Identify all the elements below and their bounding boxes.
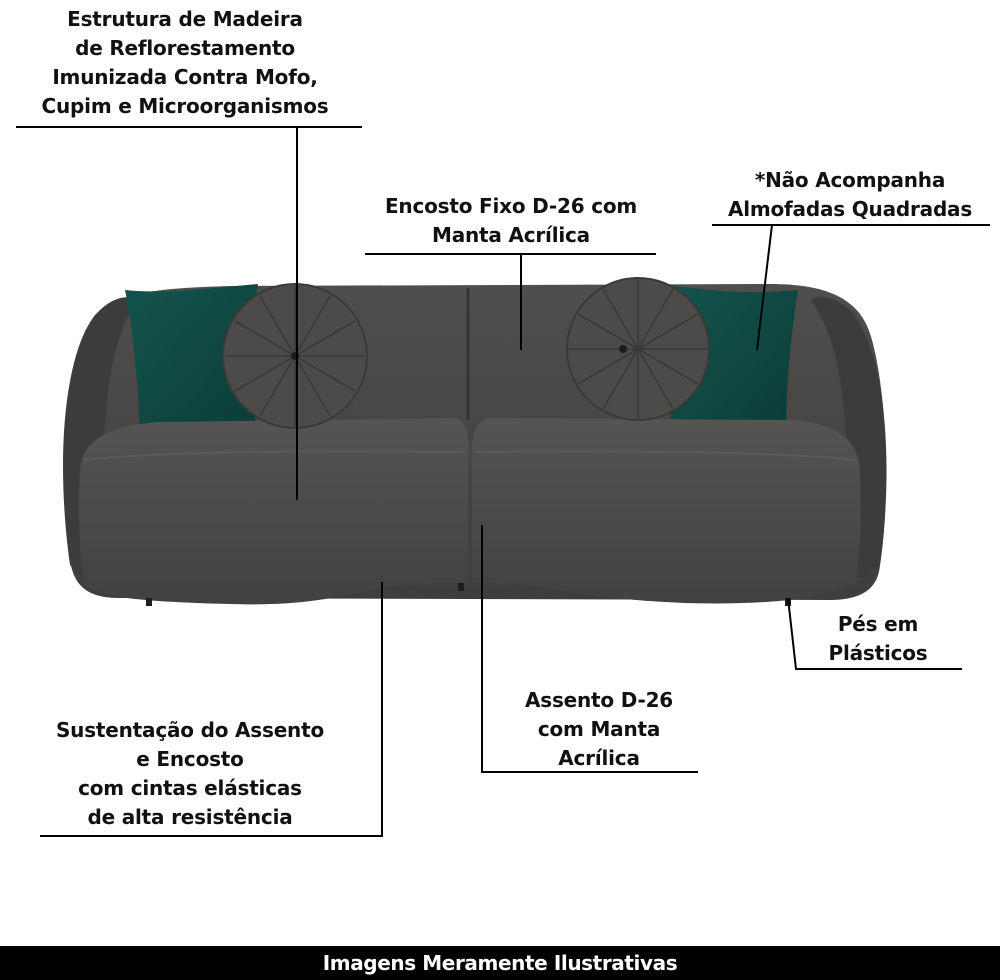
foot-left: [146, 598, 152, 606]
callout-almofadas-line: Almofadas Quadradas: [727, 197, 973, 221]
callout-estrutura-line: Estrutura de Madeira: [67, 7, 303, 31]
callout-encosto-line: Manta Acrílica: [432, 223, 590, 247]
callout-estrutura-line: de Reflorestamento: [75, 36, 295, 60]
callout-encosto: [362, 192, 660, 250]
callout-assento-line: Assento D-26: [524, 688, 674, 712]
round-pillow-left: [223, 284, 367, 428]
round-pillow-right: [567, 278, 709, 420]
callout-estrutura-line: Cupim e Microorganismos: [41, 94, 329, 118]
seat-cushion-right: [472, 418, 861, 603]
callout-sustentacao-line: e Encosto: [136, 747, 244, 771]
callout-sustentacao-line: com cintas elásticas: [78, 776, 302, 800]
foot-mid: [458, 583, 464, 591]
callout-sustentacao-line: de alta resistência: [87, 805, 293, 829]
disclaimer-footer: Imagens Meramente Ilustrativas: [0, 946, 1000, 980]
callout-pes-line: Plásticos: [828, 641, 928, 665]
callout-estrutura-line: Imunizada Contra Mofo,: [52, 65, 318, 89]
callout-sustentacao-line: Sustentação do Assento: [55, 718, 325, 742]
callout-encosto-line: Encosto Fixo D-26 com: [384, 194, 638, 218]
callout-assento: [496, 686, 702, 773]
callout-pes: [800, 610, 956, 668]
callout-assento-line: com Manta: [537, 717, 661, 741]
callout-assento-line: Acrílica: [558, 746, 640, 770]
callout-estrutura: [20, 5, 350, 121]
seat-cushion-left: [79, 418, 469, 604]
callout-sustentacao: [34, 716, 346, 832]
callout-almofadas-line: *Não Acompanha: [754, 168, 946, 192]
callout-pes-line: Pés em: [837, 612, 919, 636]
callout-almofadas: [704, 166, 996, 224]
